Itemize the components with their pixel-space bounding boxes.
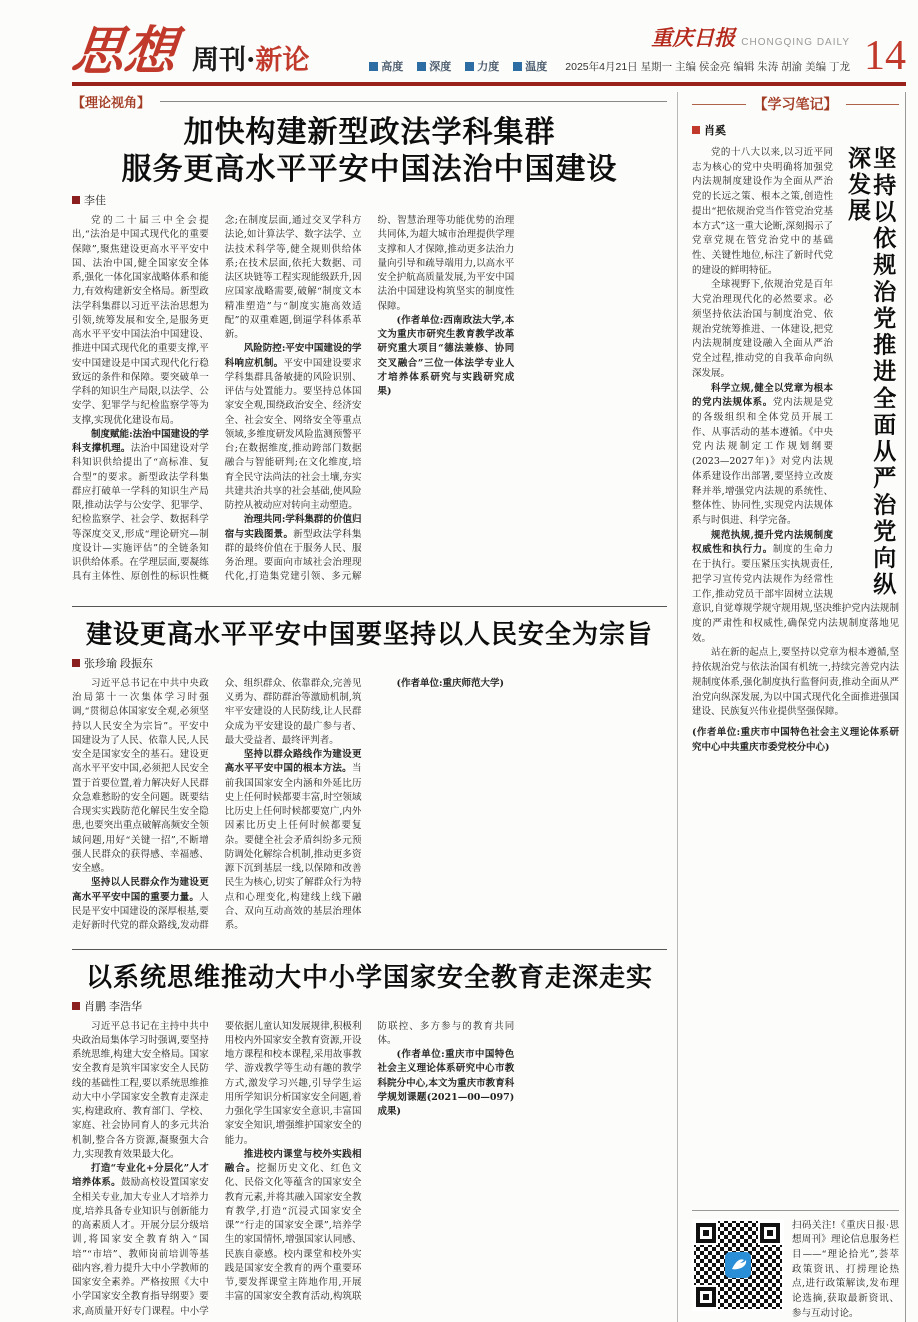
paragraph-subhead: 坚持以群众路线作为建设更高水平平安中国的根本方法。: [224, 749, 362, 775]
paragraph-text: 全球视野下,依规治党是百年大党治理现代化的必然要求。必须坚持依法治国与制度治党、依规治党统筹推进、一体建设,把党内法规制度建设融入全面从严治党全过程,推动党的自我革命向纵深发展。: [692, 279, 833, 379]
paragraph-text: 党的十八大以来,以习近平同志为核心的党中央明确将加强党内法规制度建设作为全面从严治党的长远之策、根本之策,创造性提出“把依规治党当作管党治党基本方式”这一重大论断,深刻揭示了党章党规在管党治党中的基础性、关键性地位,标注了新时代党的建设的鲜明特征。: [692, 147, 833, 276]
paragraph: [378, 314, 515, 400]
article1-body: [72, 214, 667, 596]
sidebar-vertical-headline-box: [841, 146, 899, 598]
header-right: [369, 22, 906, 80]
paragraph-text: 党的二十届三中全会提出,“法治是中国式现代化的重要保障”,聚焦建设更高水平平安中国、法治中国,健全国家安全体系,强化一体化国家战略体系和能力,有效构建新安全格局。新型政法学科集群以习近平法治思想为引领,统筹发展和安全,是服务更高水平平安中国法治中国建设、推进中国式现代化的重要支撑,平安中国建设是中国式现代化行稳致远的条件和保障。要突破单一学科的知识生产局限,以法学、公安学、犯罪学与纪检监察学等为支撑,实现优化建设布局。: [72, 215, 209, 426]
legend-item: [369, 58, 403, 74]
paragraph-subhead: 治理共同:学科集群的价值归宿与实践图景。: [224, 514, 362, 540]
article2-authors: 张珍瑜 段振东: [84, 657, 154, 670]
masthead-subtitle: [192, 47, 309, 74]
article3-authors: 肖鹏 李浩华: [84, 1000, 143, 1013]
qr-caption: 扫码关注!《重庆日报·思想周刊》理论信息服务栏目——“理论拾光”,荟萃政策资讯、打捞理论热点,进行政策解读,发布理论选摘,获取最新资讯、参与互动讨论。: [792, 1219, 899, 1319]
paragraph-text: 鼓励高校设置国家安全相关专业,加大专业人才培养力度,培养具备专业知识与创新能力的高素质人才。开展分层分级培训,将国家安全教育纳入“国培”“市培”、教师岗前培训等基础内容,着力提升大中小学教师的国家安全素养。严格按照《大中小学国家安全教育指导纲要》要求,高质量开好专门课程。中小学要依据儿童认知发展规律,积极利用校内外国家安全教育资源,开设地方课程和校本课程,采用故事教学、游戏教学等生动有趣的教学方式,激发学习兴趣,引导学生运用所学知识分析国家安全问题,着力强化学生国家安全意识,丰富国家安全知识,增强维护国家安全的能力。: [72, 1020, 362, 1317]
qr-code: [692, 1219, 784, 1311]
dateline: 2025年4月21日 星期一 主编 侯金亮 编辑 朱涛 胡渝 美编 丁龙: [565, 60, 850, 73]
sidebar-header-dash: [846, 104, 900, 105]
brand-row: [651, 22, 850, 52]
article2-body: [72, 677, 667, 939]
paragraph: [72, 1020, 209, 1163]
qr-footer-block: [692, 1210, 899, 1322]
paragraph-text: 新型政法学科集群的最终价值在于服务人民、服务治理。要面向市域社会治理现代化,打造集党建引领、多元解纷、智慧治理等功能优势的治理共同体,为超大城市治理提供学理支撑和人才保障,推动更多法治力量向引导和疏导端用力,以高水平安全护航高质量发展,为平安中国法治中国建设构筑坚实的制度性保障。: [224, 215, 515, 583]
paragraph-subhead: 制度赋能:法治中国建设的学科支撑机理。: [72, 428, 209, 455]
byline-square-icon: [692, 126, 700, 134]
legend-item: [417, 58, 451, 74]
masthead-sub-red: 新论: [255, 45, 310, 76]
legend: [369, 58, 547, 74]
article2-byline: [72, 655, 667, 671]
article-legal-discipline-cluster: [72, 92, 667, 596]
label-rule: [160, 101, 667, 102]
paragraph: [378, 677, 515, 691]
article1-headline: [72, 115, 667, 188]
paragraph-text: 挖掘历史文化、红色文化、民俗文化等蕴含的国家安全教育元素,并将其融入国家安全教育教学,打造“沉浸式国家安全课”“行走的国家安全课”,培养学生的家国情怀,增强国家认同感、民族自豪感。校内课堂和校外实践是国家安全教育的两个重要环节,要发挥课堂主阵地作用,开展丰富的国家安全教育活动,构筑联防联控、多方参与的教育共同体。: [224, 1020, 515, 1303]
sidebar-header: [692, 94, 899, 114]
article3-byline: [72, 998, 667, 1014]
paragraph-subhead: 风险防控:平安中国建设的学科响应机制。: [224, 343, 362, 369]
page-number: 14: [864, 33, 906, 80]
legend-label: 深度: [429, 61, 452, 73]
sidebar-attribution: (作者单位:重庆市中国特色社会主义理论体系研究中心中共重庆市委党校分中心): [692, 727, 899, 753]
paragraph-text: 制度的生命力在于执行。要压紧压实执规责任,把学习宣传党内法规作为经常性工作,推动党员干部牢固树立法规意识,自觉尊规学规守规用规,坚决维护党内法规制度的严肃性和权威性,确保党内法规制度落地见效。: [692, 544, 899, 644]
paragraph-subhead: 科学立规,健全以党章为根本的党内法规体系。: [692, 382, 833, 409]
byline-square-icon: [72, 196, 80, 204]
byline-square-icon: [72, 659, 80, 667]
article3-headline: 以系统思维推动大中小学国家安全教育走深走实: [85, 962, 653, 992]
article3-body: [72, 1020, 667, 1322]
sidebar-author: 肖奚: [704, 125, 726, 137]
article2-headline: 建设更高水平平安中国要坚持以人民安全为宗旨: [85, 620, 653, 650]
legend-square-icon: [465, 62, 474, 71]
paragraph-text: 站在新的起点上,要坚持以党章为根本遵循,坚持依规治党与依法治国有机统一,持续完善党内法规制度体系,强化制度执行监督问责,推动全面从严治党向纵深发展,为以中国式现代化全面推进强国建设、民族复兴伟业提供坚强保障。: [692, 647, 899, 718]
sidebar-byline: [692, 122, 899, 138]
paragraph-text: 当前我国国家安全内涵和外延比历史上任何时候都要丰富,时空领域比历史上任何时候都要宽广,内外因素比历史上任何时候都要复杂。要健全社会矛盾纠纷多元预防调处化解综合机制,推动更多资源下沉到基层一线,以保障和改善民生为核心,切实了解群众行为特点和心理变化,构建线上线下融合、双向互动高效的基层治理体系。: [224, 763, 362, 932]
sidebar-vertical-headline: 坚持以依规治党推进全面从严治党向纵深发展: [845, 146, 896, 598]
article-peoples-safety: [72, 606, 667, 939]
paragraph-text: 习近平总书记在主持中共中央政治局集体学习时强调,要坚持系统思维,构建大安全格局。国家安全教育是筑牢国家安全人民防线的基础性工程,要以系统思维推动大中小学国家安全教育走深走实,构建政府、教育部门、学校、家庭、社会协同育人的多元共治机制,整合各方资源,凝聚强大合力,实现教育效果最大化。: [72, 1020, 209, 1160]
article1-byline: [72, 192, 667, 208]
article1-headline-line2: 服务更高水平平安中国法治中国建设: [121, 152, 618, 186]
paragraph-subhead: 坚持以人民群众作为建设更高水平平安中国的重要力量。: [72, 877, 209, 903]
paragraph-text: 习近平总书记在中共中央政治局第十一次集体学习时强调,“贯彻总体国家安全观,必须坚持以人民安全为宗旨”。平安中国建设为了人民、依靠人民,人民安全是国家安全的基石。建设更高水平平安中国,必须把人民安全置于首要位置,着力解决好人民群众急难愁盼的安全问题。既要结合现实实践防范化解民生安全隐患,也要突出重点破解高频安全领域问题,用好“关键一招”,不断增强人民群众的获得感、幸福感、安全感。: [72, 677, 209, 875]
sidebar-header-dash: [692, 104, 746, 105]
paragraph: [72, 214, 209, 428]
article1-headline-line1: 加快构建新型政法学科集群: [183, 116, 556, 149]
legend-item: [513, 58, 547, 74]
paragraph-text: 法治中国建设对学科知识供给提出了“高标准、复合型”的要求。新型政法学科集群应打破单一学科的知识生产局限,推动法学与公安学、犯罪学、纪检监察学、社会学、数据科学等深度交叉,形成“理论研究—制度设计—实施评估”的全链条知识供给体系。在学理层面,要凝练具有主体性、原创性的标识性概念;在制度层面,通过交叉学科方法论,如计算法学、数字法学、立法技术科学等,健全规则供给体系;在技术层面,依托大数据、司法区块链等工程实现能级跃升,因应国家战略需要,破解“制度文本精准塑造”与“制度实施高效适配”的双重难题,倒逼学科体系革新。: [72, 215, 362, 583]
paragraph: [225, 748, 362, 933]
article1-author: 李佳: [84, 195, 106, 208]
page-header: [68, 12, 906, 86]
masthead-sub-dot: ·: [246, 45, 256, 76]
masthead: [68, 20, 310, 82]
paragraph-text: (作者单位:重庆市中国特色社会主义理论体系研究中心市教科院分中心,本文为重庆市教育科学规划课题(2021—00—097)成果): [377, 1049, 515, 1118]
legend-square-icon: [513, 62, 522, 71]
main-content: [72, 92, 906, 1322]
sidebar-study-notes: [690, 92, 906, 1322]
legend-square-icon: [369, 62, 378, 71]
paragraph-text: 人民是平安中国建设的深厚根基,要走好新时代党的群众路线,发动群众、组织群众、依靠群众,完善见义勇为、群防群治等激励机制,筑牢平安建设的人民防线,让人民群众成为平安建设的最广参与者、最大受益者、最终评判者。: [72, 677, 362, 932]
paragraph-subhead: 推进校内课堂与校外实践相融合。: [224, 1148, 362, 1175]
masthead-title: 思想: [68, 20, 180, 82]
brand-logo: 重庆日报: [651, 25, 736, 50]
section-label-theory-view: 【理论视角】: [72, 95, 151, 110]
section-label-row: [72, 92, 667, 111]
paragraph-text: 党内法规是党的各级组织和全体党员开展工作、从事活动的基本遵循。《中央党内法规制定工作规划纲要(2023—2027年)》对党内法规体系建设作出部署,要坚持立改废释并举,增强党内法规的系统性、整体性、协同性,实现党内法规体系与时俱进、科学完备。: [692, 397, 833, 526]
paragraph: [72, 677, 209, 877]
legend-item: [465, 58, 499, 74]
paragraph: [378, 1048, 515, 1119]
legend-label: 温度: [525, 61, 548, 73]
brand-logo-en: CHONGQING DAILY: [741, 37, 850, 48]
header-meta: [369, 22, 850, 74]
section-label-study-notes: 【学习笔记】: [753, 96, 838, 112]
paragraph-subhead: 规范执规,提升党内法规制度权威性和执行力。: [692, 529, 833, 556]
paragraph-text: 平安中国建设要求学科集群具备敏捷的风险识别、评估与处置能力。要坚持总体国家安全观,围绕政治安全、经济安全、社会安全、网络安全等重点领域,多维度研发风险监测预警平台;在数据维度,推动跨部门数据融合与智能研判;在文化维度,培育全民守法尚法的社会土壤,夯实共建共治共享的社会基础,使风险防控从被动应对转向主动塑造。: [224, 357, 362, 512]
article-national-security-education: [72, 949, 667, 1322]
meta-row: [369, 58, 850, 74]
paragraph-subhead: 打造“专业化+分层化”人才培养体系。: [72, 1163, 209, 1189]
legend-label: 高度: [381, 61, 404, 73]
byline-square-icon: [72, 1002, 80, 1010]
paragraph: [692, 646, 899, 720]
masthead-sub-black: 周刊: [192, 45, 247, 76]
sidebar-body: [692, 146, 899, 1202]
legend-square-icon: [417, 62, 426, 71]
paragraph-text: (作者单位:西南政法大学,本文为重庆市研究生教育教学改革研究重大项目“德法兼修、协同交叉融合”三位一体法学专业人才培养体系研究与实践研究成果): [377, 314, 515, 398]
left-column-area: [72, 92, 678, 1322]
paragraph-text: (作者单位:重庆师范大学): [396, 677, 504, 689]
legend-label: 力度: [477, 61, 500, 73]
paragraph: [225, 342, 362, 513]
